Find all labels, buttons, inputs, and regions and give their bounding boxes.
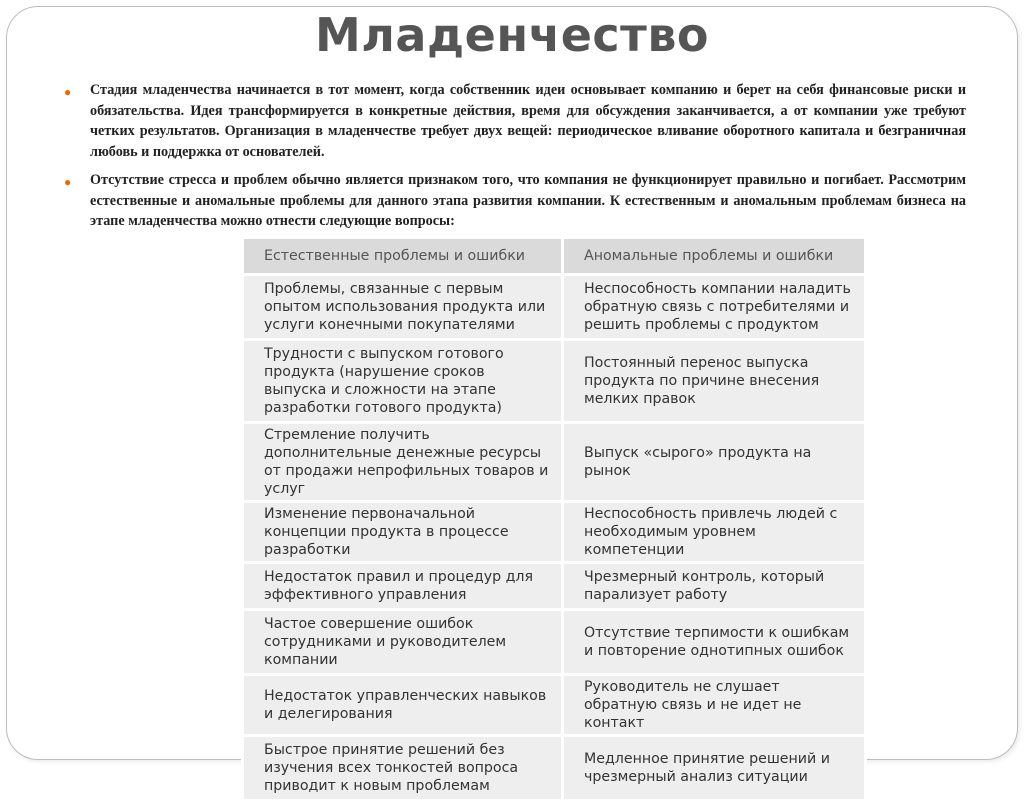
table-cell: Стремление получить дополнительные денежные ресурсы от продажи непрофильных товаров и услуг: [243, 423, 563, 502]
table-row: [243, 275, 866, 340]
bullet-text: Стадия младенчества начинается в тот момент, когда собственник идеи основывает компанию и берет на себя финансовые риски и обязательства. Идея трансформируется в конкретные действия, время для обсуждения заканчивается, а от компании уже требуют четких результатов. Организация в младенчестве требует двух вещей: периодическое вливание оборотного капитала и безграничная любовь и поддержка от основателей.: [90, 82, 966, 160]
table-cell: Постоянный перенос выпуска продукта по причине внесения мелких правок: [563, 340, 866, 423]
table-cell: Медленное принятие решений и чрезмерный анализ ситуации: [563, 736, 866, 801]
bullet-dot-icon: ●: [64, 175, 72, 189]
table-row: [243, 340, 866, 423]
table-cell: Чрезмерный контроль, который парализует работу: [563, 563, 866, 610]
bullet-item: [62, 80, 966, 162]
bullet-text: Отсутствие стресса и проблем обычно является признаком того, что компания не функционирует правильно и погибает. Рассмотрим естественные и аномальные проблемы для данного этапа развития компании. К естественным и аномальным проблемам бизнеса на этапе младенчества можно отнести следующие вопросы:: [90, 172, 966, 229]
table-header-row: [243, 238, 866, 275]
bullet-list: [62, 80, 966, 240]
table-cell: Отсутствие терпимости к ошибкам и повторение однотипных ошибок: [563, 610, 866, 675]
table-cell: Недостаток управленческих навыков и делегирования: [243, 675, 563, 736]
table-cell: Недостаток правил и процедур для эффективного управления: [243, 563, 563, 610]
table-row: [243, 736, 866, 801]
bullet-dot-icon: ●: [64, 85, 72, 99]
slide-title: Младенчество: [314, 8, 710, 62]
table-cell: Изменение первоначальной концепции продукта в процессе разработки: [243, 502, 563, 563]
table-cell: Частое совершение ошибок сотрудниками и руководителем компании: [243, 610, 563, 675]
table-cell: Руководитель не слушает обратную связь и не идет не контакт: [563, 675, 866, 736]
table-cell: Неспособность компании наладить обратную связь с потребителями и решить проблемы с продуктом: [563, 275, 866, 340]
table-cell: Неспособность привлечь людей с необходимым уровнем компетенции: [563, 502, 866, 563]
table-cell: Быстрое принятие решений без изучения всех тонкостей вопроса приводит к новым проблемам: [243, 736, 563, 801]
header-anomalous-problems: Аномальные проблемы и ошибки: [563, 238, 866, 275]
header-natural-problems: Естественные проблемы и ошибки: [243, 238, 563, 275]
table-row: [243, 610, 866, 675]
table-cell: Выпуск «сырого» продукта на рынок: [563, 423, 866, 502]
table-row: [243, 423, 866, 502]
table-row: [243, 502, 866, 563]
table-row: [243, 675, 866, 736]
table-cell: Проблемы, связанные с первым опытом использования продукта или услуги конечными покупателями: [243, 275, 563, 340]
table-row: [243, 563, 866, 610]
table-cell: Трудности с выпуском готового продукта (нарушение сроков выпуска и сложности на этапе разработки готового продукта): [243, 340, 563, 423]
bullet-item: [62, 170, 966, 232]
problems-table: [241, 236, 867, 802]
